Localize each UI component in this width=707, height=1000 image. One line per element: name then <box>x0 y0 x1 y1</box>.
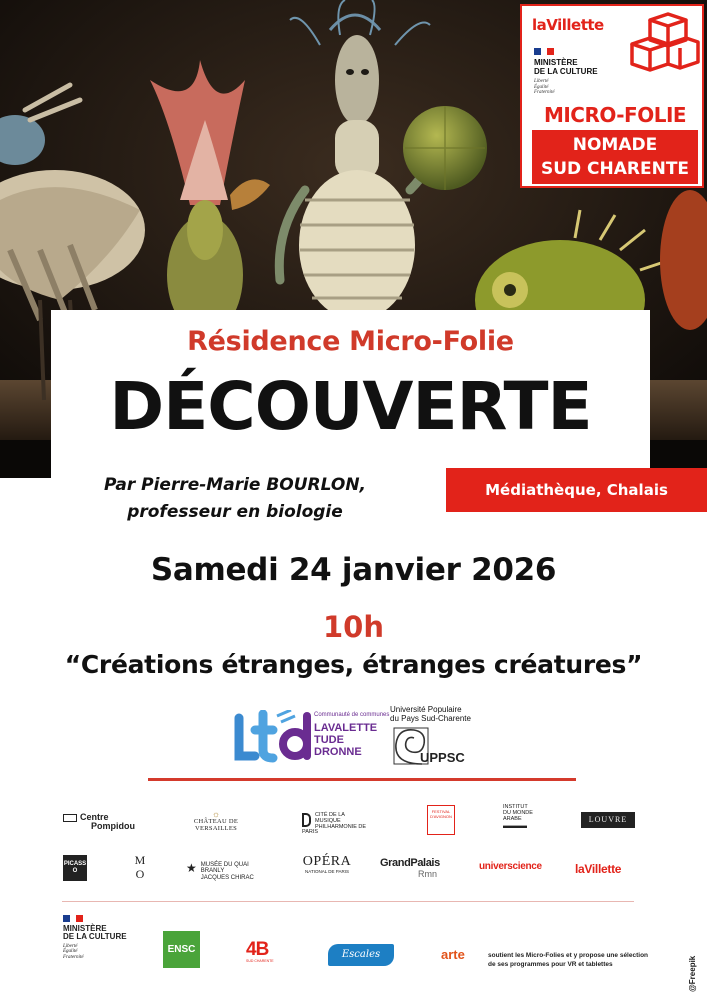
festival-logo: FESTIVAL D'AVIGNON <box>427 805 455 835</box>
musee-picasso-logo: PICASSO <box>63 855 87 881</box>
event-time: 10h <box>322 610 384 644</box>
red-divider <box>148 778 576 781</box>
micro-folie-badge <box>520 4 704 188</box>
grand-palais-logo: GrandPalais Rmn <box>380 857 440 879</box>
la-villette-partner-logo: laVillette <box>575 862 622 876</box>
ltd-name: LAVALETTE TUDE DRONNE <box>314 722 378 758</box>
ltd-logo <box>233 710 313 764</box>
musee-orsay-logo: M O <box>134 853 146 881</box>
ensc-logo: ENSC <box>163 931 200 968</box>
ministere-culture-logo: MINISTÈRE DE LA CULTURE Liberté Égalité Fraternité <box>63 915 127 960</box>
upsc-wordmark: UPPSC <box>420 750 465 765</box>
image-credit: @Freepik <box>688 955 697 992</box>
quai-branly-logo: ★ MUSÉE DU QUAI BRANLY JACQUES CHIRAC <box>186 861 254 881</box>
partners-divider <box>62 901 634 902</box>
cubes-icon <box>628 10 700 82</box>
event-title: DÉCOUVERTE <box>109 368 592 445</box>
universcience-logo: universcience <box>479 861 542 872</box>
french-flag-icon <box>534 48 554 55</box>
republic-motto: Liberté Égalité Fraternité <box>534 79 555 95</box>
escales-logo: Escales <box>328 944 394 966</box>
event-subtitle: Résidence Micro-Folie <box>187 326 514 357</box>
opera-paris-logo: OPÉRA NATIONAL DE PARIS <box>302 854 352 874</box>
arte-logo: arte <box>441 947 465 962</box>
venue-banner: Médiathèque, Chalais <box>446 468 707 512</box>
arte-support-text: soutient les Micro-Folies et y propose une sélection de ses programmes pour VR et tablettes <box>488 952 649 968</box>
ministry-label: MINISTÈRE DE LA CULTURE <box>534 58 598 76</box>
event-quote: “Créations étranges, étranges créatures” <box>64 650 643 679</box>
speaker-byline: Par Pierre-Marie BOURLON, professeur en biologie <box>103 475 367 522</box>
philharmonie-logo: CITÉ DE LA MUSIQUE PHILHARMONIE DE PARIS <box>302 812 367 836</box>
centre-pompidou-logo: Centre Pompidou <box>63 813 135 832</box>
4b-logo: 4B SUD CHARENTE <box>246 939 274 963</box>
louvre-logo: LOUVRE <box>581 812 635 828</box>
versailles-logo: ☼ CHÂTEAU DE VERSAILLES <box>193 809 239 833</box>
institut-monde-arabe-logo: INSTITUT DU MONDE ARABE ▬▬▬ <box>503 804 533 831</box>
title-panel <box>51 310 650 480</box>
nomade-label: NOMADE SUD CHARENTE <box>532 130 698 184</box>
la-villette-logo: laVillette <box>532 16 604 34</box>
upsc-label: Université Populaire du Pays Sud-Charente <box>390 705 471 723</box>
event-date: Samedi 24 janvier 2026 <box>150 552 557 588</box>
ltd-cc-label: Communauté de communes <box>314 712 390 718</box>
micro-folie-title: MICRO-FOLIE <box>543 103 687 127</box>
